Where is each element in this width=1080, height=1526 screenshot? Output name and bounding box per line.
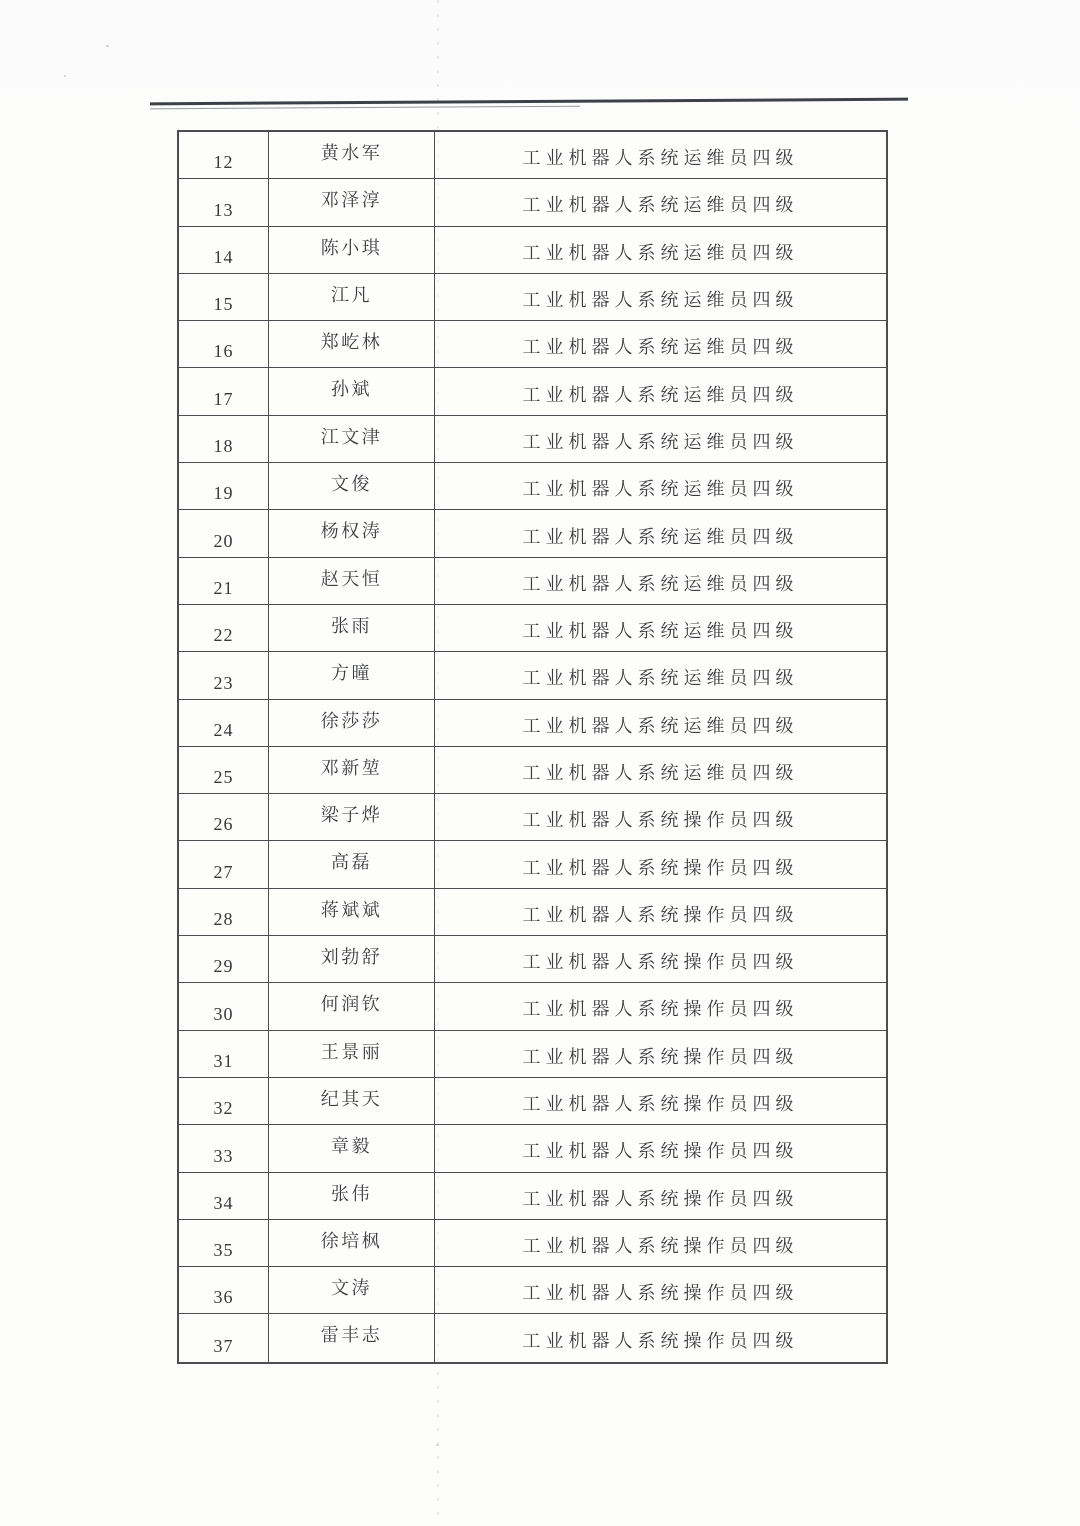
row-index-cell: 26 bbox=[179, 794, 269, 840]
table-row bbox=[179, 463, 886, 510]
name-cell: 文涛 bbox=[269, 1267, 435, 1313]
table-row bbox=[179, 416, 886, 463]
table-row bbox=[179, 1125, 886, 1172]
certification-cell: 工业机器人系统操作员四级 bbox=[522, 1094, 799, 1115]
row-index-cell: 21 bbox=[179, 558, 269, 604]
row-index-cell: 12 bbox=[179, 132, 269, 178]
name-cell: 江凡 bbox=[269, 274, 435, 320]
certification-table bbox=[177, 130, 888, 1364]
name-cell: 梁子烨 bbox=[269, 794, 435, 840]
table-row bbox=[179, 1031, 886, 1078]
table-row bbox=[179, 1078, 886, 1125]
name-cell: 徐培枫 bbox=[269, 1220, 435, 1266]
table-row bbox=[179, 321, 886, 368]
certification-cell: 工业机器人系统运维员四级 bbox=[522, 431, 799, 452]
certification-cell: 工业机器人系统运维员四级 bbox=[522, 479, 799, 500]
name-cell: 赵天恒 bbox=[269, 558, 435, 604]
table-row bbox=[179, 841, 886, 888]
name-cell: 孙斌 bbox=[269, 368, 435, 414]
name-cell: 郑屹林 bbox=[269, 321, 435, 367]
scan-speck bbox=[106, 45, 109, 47]
table-row bbox=[179, 132, 886, 179]
table-row bbox=[179, 227, 886, 274]
row-index-cell: 27 bbox=[179, 841, 269, 887]
name-cell: 章毅 bbox=[269, 1125, 435, 1171]
name-cell: 文俊 bbox=[269, 463, 435, 509]
certification-cell: 工业机器人系统操作员四级 bbox=[522, 857, 799, 878]
table-row bbox=[179, 274, 886, 321]
table-row bbox=[179, 558, 886, 605]
table-row bbox=[179, 1267, 886, 1314]
certification-cell: 工业机器人系统运维员四级 bbox=[522, 384, 799, 405]
certification-cell: 工业机器人系统运维员四级 bbox=[522, 763, 799, 783]
table-row bbox=[179, 368, 886, 415]
certification-cell: 工业机器人系统运维员四级 bbox=[522, 668, 799, 689]
certification-cell: 工业机器人系统操作员四级 bbox=[522, 1188, 799, 1209]
name-cell: 高磊 bbox=[269, 841, 435, 887]
table-row bbox=[179, 1173, 886, 1220]
table-row bbox=[179, 747, 886, 794]
name-cell: 邓新堃 bbox=[269, 747, 435, 793]
name-cell: 蒋斌斌 bbox=[269, 889, 435, 935]
row-index-cell: 24 bbox=[179, 700, 269, 746]
row-index-cell: 14 bbox=[179, 227, 269, 273]
certification-cell: 工业机器人系统操作员四级 bbox=[522, 999, 799, 1020]
row-index-cell: 15 bbox=[179, 274, 269, 320]
name-cell: 邓泽淳 bbox=[269, 179, 435, 225]
row-index-cell: 16 bbox=[179, 321, 269, 367]
row-index-cell: 28 bbox=[179, 889, 269, 935]
row-index-cell: 32 bbox=[179, 1078, 269, 1124]
certification-cell: 工业机器人系统操作员四级 bbox=[522, 1141, 799, 1162]
table-row bbox=[179, 700, 886, 747]
certification-cell: 工业机器人系统操作员四级 bbox=[522, 952, 799, 973]
table-row bbox=[179, 936, 886, 983]
certification-cell: 工业机器人系统运维员四级 bbox=[522, 573, 799, 594]
table-row bbox=[179, 179, 886, 226]
row-index-cell: 20 bbox=[179, 510, 269, 556]
table-row bbox=[179, 652, 886, 699]
row-index-cell: 17 bbox=[179, 368, 269, 414]
certification-cell: 工业机器人系统操作员四级 bbox=[522, 904, 799, 925]
certification-cell: 工业机器人系统运维员四级 bbox=[522, 526, 799, 547]
table-row bbox=[179, 983, 886, 1030]
row-index-cell: 37 bbox=[179, 1314, 269, 1361]
certification-cell: 工业机器人系统操作员四级 bbox=[522, 810, 799, 831]
row-index-cell: 34 bbox=[179, 1173, 269, 1219]
table-row bbox=[179, 1220, 886, 1267]
row-index-cell: 31 bbox=[179, 1031, 269, 1077]
name-cell: 雷丰志 bbox=[269, 1314, 435, 1361]
row-index-cell: 18 bbox=[179, 416, 269, 462]
row-index-cell: 22 bbox=[179, 605, 269, 651]
certification-cell: 工业机器人系统运维员四级 bbox=[522, 242, 799, 263]
certification-cell: 工业机器人系统运维员四级 bbox=[522, 337, 799, 358]
row-index-cell: 30 bbox=[179, 983, 269, 1029]
scan-speck bbox=[436, 1444, 439, 1446]
name-cell: 刘勃舒 bbox=[269, 936, 435, 982]
table-row bbox=[179, 510, 886, 557]
name-cell: 王景丽 bbox=[269, 1031, 435, 1077]
header-rule bbox=[150, 98, 908, 106]
certification-cell: 工业机器人系统运维员四级 bbox=[522, 715, 799, 736]
table-row bbox=[179, 889, 886, 936]
name-cell: 纪其天 bbox=[269, 1078, 435, 1124]
name-cell: 徐莎莎 bbox=[269, 700, 435, 746]
certification-cell: 工业机器人系统运维员四级 bbox=[522, 195, 799, 216]
certification-cell: 工业机器人系统操作员四级 bbox=[522, 1283, 799, 1304]
table-row bbox=[179, 794, 886, 841]
name-cell: 黄水军 bbox=[269, 132, 435, 178]
certification-cell: 工业机器人系统操作员四级 bbox=[522, 1331, 799, 1352]
row-index-cell: 13 bbox=[179, 179, 269, 225]
scan-speck bbox=[64, 75, 66, 77]
row-index-cell: 25 bbox=[179, 747, 269, 793]
row-index-cell: 36 bbox=[179, 1267, 269, 1313]
row-index-cell: 29 bbox=[179, 936, 269, 982]
row-index-cell: 35 bbox=[179, 1220, 269, 1266]
table-row bbox=[179, 1314, 886, 1361]
certification-cell: 工业机器人系统运维员四级 bbox=[522, 148, 799, 169]
name-cell: 张雨 bbox=[269, 605, 435, 651]
name-cell: 江文津 bbox=[269, 416, 435, 462]
certification-cell: 工业机器人系统运维员四级 bbox=[522, 290, 799, 311]
row-index-cell: 23 bbox=[179, 652, 269, 698]
row-index-cell: 19 bbox=[179, 463, 269, 509]
certification-cell: 工业机器人系统操作员四级 bbox=[522, 1046, 799, 1067]
certification-cell: 工业机器人系统操作员四级 bbox=[522, 1235, 799, 1256]
name-cell: 杨权涛 bbox=[269, 510, 435, 556]
name-cell: 陈小琪 bbox=[269, 227, 435, 273]
name-cell: 方曈 bbox=[269, 652, 435, 698]
row-index-cell: 33 bbox=[179, 1125, 269, 1171]
table-row bbox=[179, 605, 886, 652]
name-cell: 何润钦 bbox=[269, 983, 435, 1029]
name-cell: 张伟 bbox=[269, 1173, 435, 1219]
certification-cell: 工业机器人系统运维员四级 bbox=[522, 621, 799, 642]
